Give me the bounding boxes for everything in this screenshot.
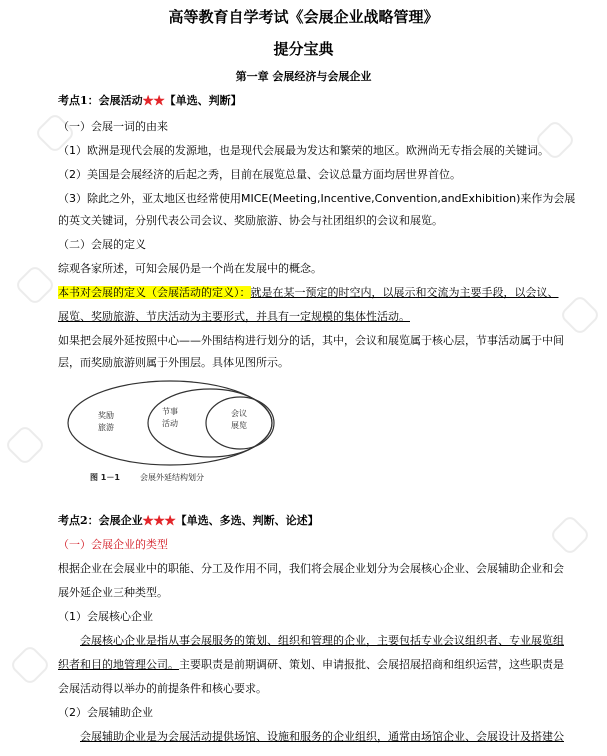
rating-stars: ★★ bbox=[142, 94, 165, 107]
chapter-heading: 第一章 会展经济与会展企业 bbox=[235, 70, 372, 83]
definition-text: 展览、奖励旅游、节庆活动为主要形式，并具有一定规模的集体性活动。 bbox=[58, 310, 410, 323]
definition-label: 本书对会展的定义（会展活动的定义） bbox=[58, 286, 240, 299]
paragraph: 会展活动得以举办的前提条件和核心要求。 bbox=[58, 682, 267, 695]
watermark-icon bbox=[559, 294, 601, 336]
paragraph: （1）欧洲是现代会展的发源地，也是现代会展最为发达和繁荣的地区。欧洲尚无专指会展的关键词。 bbox=[58, 144, 549, 157]
paragraph: 如果把会展外延按照中心——外围结构进行划分的话，其中，会议和展览属于核心层，节事活动属于中间 bbox=[58, 334, 564, 347]
paragraph: 会展辅助企业是为会展活动提供场馆、设施和服务的企业组织，通常由场馆企业、会展设计及搭建公 bbox=[80, 730, 564, 743]
section-heading: （一）会展一词的由来 bbox=[58, 120, 168, 133]
document-subtitle: 提分宝典 bbox=[273, 40, 334, 58]
paragraph: （3）除此之外，亚太地区也经常使用MICE(Meeting,Incentive,Convention,andExhibition)来作为会展 bbox=[58, 192, 576, 205]
section-heading: （二）会展的定义 bbox=[58, 238, 146, 251]
key-point-1-label: 考点1：会展活动 bbox=[58, 94, 143, 107]
paragraph: 展外延企业三种类型。 bbox=[58, 586, 168, 599]
definition bbox=[58, 286, 559, 300]
document-title: 高等教育自学考试《会展企业战略管理》 bbox=[168, 8, 439, 26]
watermark-icon bbox=[549, 514, 591, 556]
paragraph: 层，而奖励旅游则属于外围层。具体见图所示。 bbox=[58, 356, 289, 369]
definition-text: 就是在某一预定的时空内，以展示和交流为主要手段，以会议、 bbox=[250, 286, 559, 299]
key-point-2-heading bbox=[58, 514, 319, 528]
figure-number: 图 1－1 bbox=[90, 473, 120, 482]
key-point-1-heading bbox=[58, 94, 242, 108]
middle-layer-label-2: 活动 bbox=[162, 419, 178, 428]
inner-layer-label-1: 会议 bbox=[231, 409, 247, 418]
section-heading: （1）会展核心企业 bbox=[58, 610, 153, 623]
figure-caption: 会展外延结构划分 bbox=[140, 473, 204, 482]
paragraph: 根据企业在会展业中的职能、分工及作用不同，我们将会展企业划分为会展核心企业、会展辅助企业和会 bbox=[58, 562, 564, 575]
middle-layer-label-1: 节事 bbox=[162, 407, 178, 416]
paragraph bbox=[58, 658, 564, 672]
watermark-icon bbox=[14, 264, 56, 306]
definition-colon: ： bbox=[239, 286, 251, 299]
paragraph: 综观各家所述，可知会展仍是一个尚在发展中的概念。 bbox=[58, 262, 322, 275]
underlined-text: 织者和目的地管理公司。 bbox=[58, 658, 179, 671]
outer-layer-label-2: 旅游 bbox=[98, 423, 114, 432]
paragraph: 的英文关键词，分别代表公司会议、奖励旅游、协会与社团组织的会议和展览。 bbox=[58, 214, 443, 227]
rating-stars: ★★★ bbox=[142, 514, 176, 527]
watermark-icon bbox=[9, 644, 51, 686]
outer-layer-label-1: 奖励 bbox=[98, 411, 114, 420]
section-heading: （一）会展企业的类型 bbox=[58, 538, 168, 551]
paragraph-text: 主要职责是前期调研、策划、申请报批、会展招展招商和组织运营，这些职责是 bbox=[179, 658, 564, 671]
key-point-2-label: 考点2：会展企业 bbox=[58, 514, 143, 527]
paragraph: 会展核心企业是指从事会展服务的策划、组织和管理的企业，主要包括专业会议组织者、专业展览组 bbox=[80, 634, 564, 647]
inner-layer-label-2: 展览 bbox=[231, 421, 247, 430]
structure-diagram bbox=[60, 378, 400, 488]
paragraph: （2）美国是会展经济的后起之秀，目前在展览总量、会议总量方面均居世界首位。 bbox=[58, 168, 461, 181]
watermark-icon bbox=[4, 424, 46, 466]
question-types: 【单选、多选、判断、论述】 bbox=[175, 514, 319, 527]
question-types: 【单选、判断】 bbox=[164, 94, 242, 107]
section-heading: （2）会展辅助企业 bbox=[58, 706, 153, 719]
